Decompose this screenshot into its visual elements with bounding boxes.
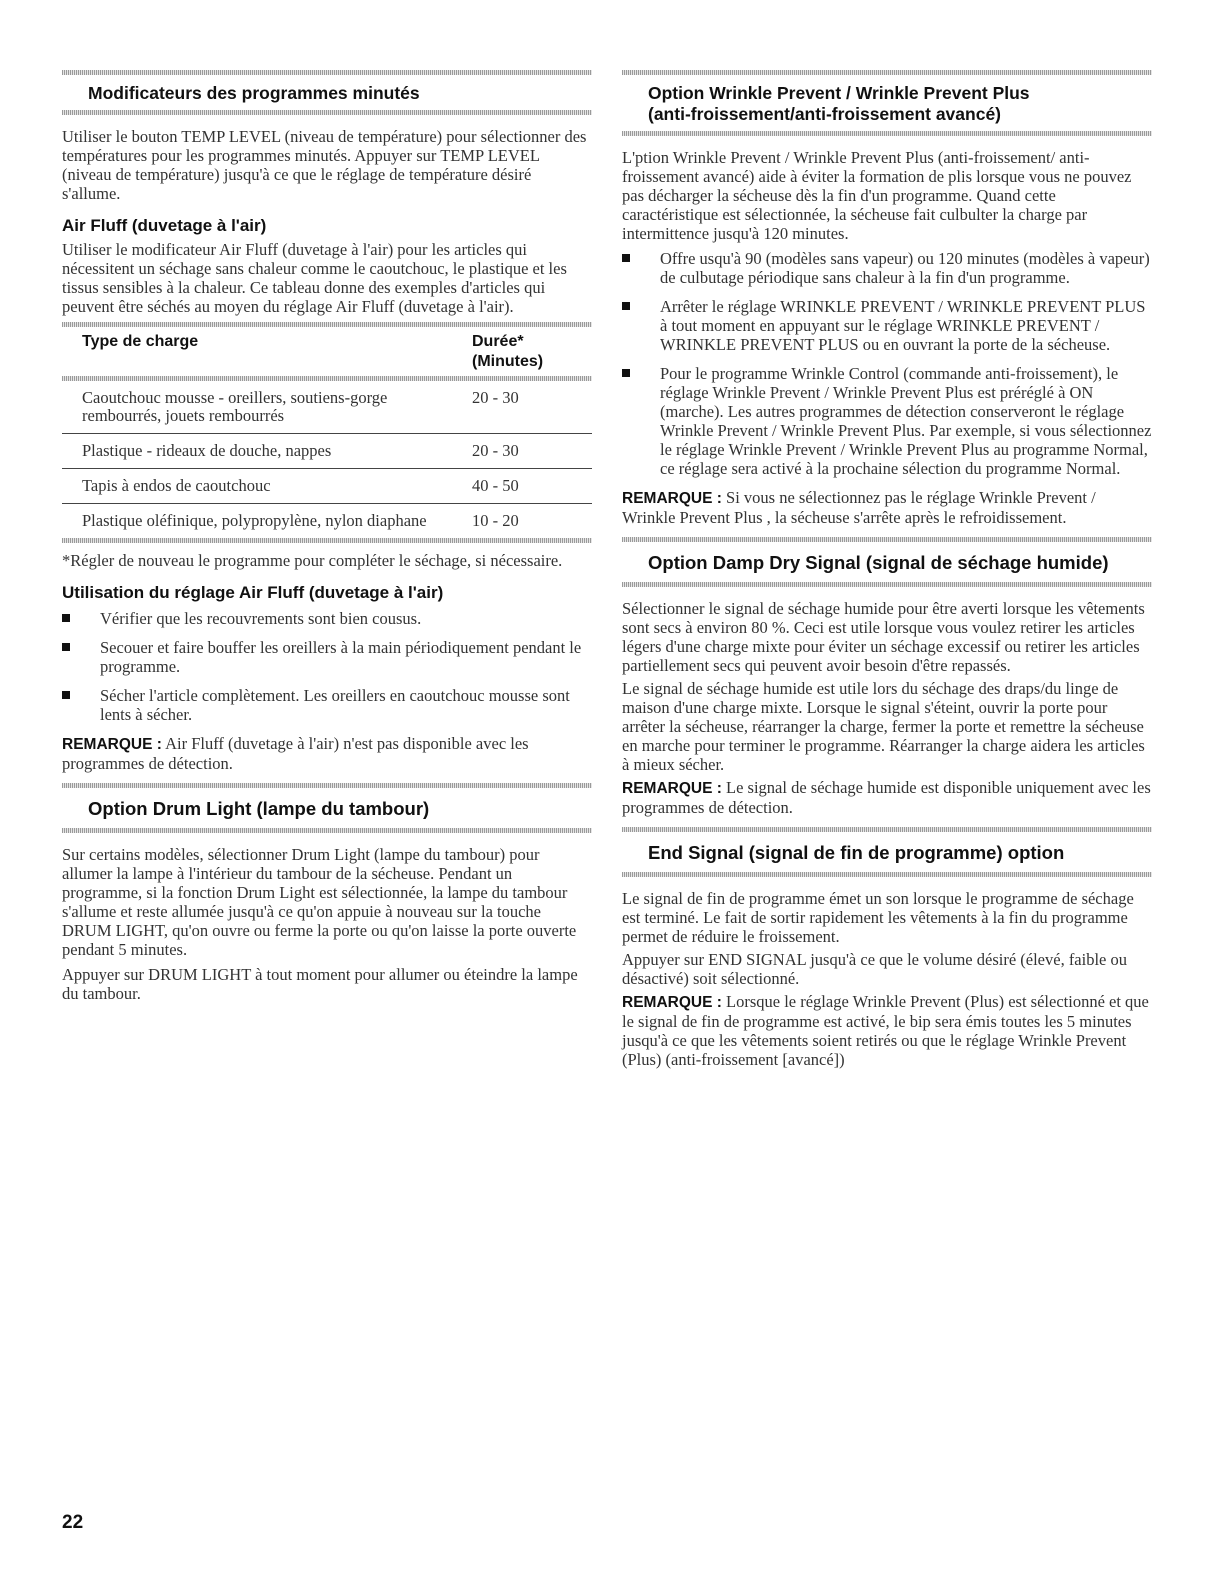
duration-cell: 20 - 30 xyxy=(462,381,592,434)
section-rule xyxy=(62,70,592,75)
duration-cell: 10 - 20 xyxy=(472,511,519,530)
list-item: Sécher l'article complètement. Les oreillers en caoutchouc mousse sont lents à sécher. xyxy=(62,686,592,724)
air-fluff-title: Air Fluff (duvetage à l'air) xyxy=(62,216,267,235)
load-type-cell: Tapis à endos de caoutchouc xyxy=(62,469,462,504)
wrinkle-title-line2: (anti-froissement/anti-froissement avancé) xyxy=(648,104,1002,124)
section-rule xyxy=(62,828,592,833)
table-row xyxy=(62,381,592,434)
section-rule xyxy=(622,70,1152,75)
load-type-cell: Caoutchouc mousse - oreillers, soutiens-gorge rembourrés, jouets rembourrés xyxy=(62,381,462,434)
table-row xyxy=(62,434,592,469)
wrinkle-remark xyxy=(622,488,1152,527)
section-title-end-signal: End Signal (signal de fin de programme) option xyxy=(648,842,1065,863)
table-row xyxy=(62,469,592,504)
section-rule xyxy=(622,131,1152,136)
list-item: Vérifier que les recouvrements sont bien cousus. xyxy=(62,609,592,628)
list-item: Pour le programme Wrinkle Control (commande anti-froissement), le réglage Wrinkle Prevent / Wrinkle Prevent Plus est préréglé à ON (marche). Les autres programmes de détection conserveront le réglage Wrinkle Prevent / Wrinkle Prevent Plus. Par exemple, si vous sélectionnez le réglage Wrinkle Prevent / Wrinkle Prevent Plus au programme Normal, ce réglage sera activé à la prochaine sélection du programme Normal. xyxy=(622,364,1152,478)
section-rule xyxy=(622,827,1152,832)
load-type-cell: Plastique oléfinique, polypropylène, nylon diaphane xyxy=(82,511,427,530)
section-rule xyxy=(62,110,592,115)
wrinkle-paragraph: L'ption Wrinkle Prevent / Wrinkle Prevent Plus (anti-froissement/ anti-froissement avancé) aide à éviter la formation de plis lorsque vous ne pouvez pas décharger la sécheuse dès la fin d'un programme. Quand cette caractéristique est sélectionnée, la sécheuse fait culbulter la charge par intermittence jusqu'à 120 minutes. xyxy=(622,148,1132,243)
duration-cell: 20 - 30 xyxy=(462,434,592,469)
load-type-cell: Plastique - rideaux de douche, nappes xyxy=(62,434,462,469)
section-title-wrinkle-prevent xyxy=(648,83,1152,125)
section-rule xyxy=(622,872,1152,877)
bullet-square-icon xyxy=(622,302,630,310)
damp-dry-remark xyxy=(622,778,1152,817)
end-signal-paragraph-2: Appuyer sur END SIGNAL jusqu'à ce que le volume désiré (élevé, faible ou désactivé) soit sélectionné. xyxy=(622,950,1127,988)
section-title-timed-modifiers: Modificateurs des programmes minutés xyxy=(88,83,420,103)
remark-text: Lorsque le réglage Wrinkle Prevent (Plus) est sélectionné et que le signal de fin de programme est activé, le bip sera émis toutes les 5 minutes jusqu'à ce que les vêtements soient retirés ou que le réglage Wrinkle Prevent (Plus) (anti-froissement [avancé]) xyxy=(622,992,1149,1069)
end-signal-remark xyxy=(622,992,1152,1069)
table-footnote: *Régler de nouveau le programme pour compléter le séchage, si nécessaire. xyxy=(62,551,563,570)
timed-modifiers-paragraph: Utiliser le bouton TEMP LEVEL (niveau de température) pour sélectionner des températures pour les programmes minutés. Appuyer sur TEMP LEVEL (niveau de température) jusqu'à ce que le réglage de température désiré s'allume. xyxy=(62,127,587,203)
air-fluff-remark xyxy=(62,734,592,773)
table-header-row xyxy=(62,327,592,376)
list-item: Offre usqu'à 90 (modèles sans vapeur) ou 120 minutes (modèles à vapeur) de culbutage périodique sans chaleur à la fin d'un programme. xyxy=(622,249,1152,287)
air-fluff-paragraph: Utiliser le modificateur Air Fluff (duvetage à l'air) pour les articles qui nécessitent un séchage sans chaleur comme le caoutchouc, le plastique et les tissus sensibles à la chaleur. Ce tableau donne des exemples d'articles qui peuvent être séchés au moyen du réglage Air Fluff (duvetage à l'air). xyxy=(62,240,567,316)
remark-text: Air Fluff (duvetage à l'air) n'est pas disponible avec les programmes de détection. xyxy=(62,734,529,773)
remark-label: REMARQUE : xyxy=(622,780,722,797)
col-header-duration-unit: (Minutes) xyxy=(472,353,544,370)
bullet-square-icon xyxy=(622,254,630,262)
wrinkle-list xyxy=(622,249,1152,478)
bullet-square-icon xyxy=(62,691,70,699)
page-number: 22 xyxy=(62,1512,84,1533)
damp-dry-paragraph-2: Le signal de séchage humide est utile lors du séchage des draps/du linge de maison d'une charge mixte. Lorsque le signal s'éteint, ouvrir la porte pour arrêter la sécheuse, réarranger la charge, fermer la porte et remettre la sécheuse en marche pour terminer le programme. Réarranger la charge aidera les articles à mieux sécher. xyxy=(622,679,1145,774)
list-item: Secouer et faire bouffer les oreillers à la main périodiquement pendant le programme. xyxy=(62,638,592,676)
left-column xyxy=(62,70,592,1007)
remark-text: Si vous ne sélectionnez pas le réglage Wrinkle Prevent / Wrinkle Prevent Plus , la sécheuse s'arrête après le refroidissement. xyxy=(622,488,1096,527)
col-header-load-type: Type de charge xyxy=(82,333,199,350)
remark-label: REMARQUE : xyxy=(62,736,162,753)
remark-label: REMARQUE : xyxy=(622,994,722,1011)
bullet-square-icon xyxy=(62,614,70,622)
remark-label: REMARQUE : xyxy=(622,490,722,507)
section-rule xyxy=(622,582,1152,587)
col-header-duration-label: Durée* xyxy=(472,333,524,350)
right-column xyxy=(622,70,1152,1073)
air-fluff-usage-title: Utilisation du réglage Air Fluff (duvetage à l'air) xyxy=(62,583,444,602)
bullet-square-icon xyxy=(622,369,630,377)
load-type-table xyxy=(62,327,592,538)
remark-text: Le signal de séchage humide est disponible uniquement avec les programmes de détection. xyxy=(622,778,1151,817)
section-title-drum-light: Option Drum Light (lampe du tambour) xyxy=(88,798,430,819)
drum-light-paragraph-2: Appuyer sur DRUM LIGHT à tout moment pour allumer ou éteindre la lampe du tambour. xyxy=(62,965,578,1003)
section-rule xyxy=(62,783,592,788)
damp-dry-paragraph: Sélectionner le signal de séchage humide pour être averti lorsque les vêtements sont secs à environ 80 %. Ceci est utile lorsque vous voulez retirer les articles légers d'une charge mixte pour éviter un séchage excessif ou retirer les articles partiellement secs qui peuvent avoir besoin d'être repassés. xyxy=(622,599,1145,675)
end-signal-paragraph: Le signal de fin de programme émet un son lorsque le programme de séchage est terminé. Le fait de sortir rapidement les vêtements à la fin du programme permet de réduire le froissement. xyxy=(622,889,1134,946)
table-bottom-rule xyxy=(62,538,592,543)
section-title-damp-dry: Option Damp Dry Signal (signal de séchage humide) xyxy=(648,552,1109,573)
section-rule xyxy=(622,537,1152,542)
bullet-square-icon xyxy=(62,643,70,651)
air-fluff-usage-list xyxy=(62,609,592,724)
list-item: Arrêter le réglage WRINKLE PREVENT / WRINKLE PREVENT PLUS à tout moment en appuyant sur le réglage WRINKLE PREVENT / WRINKLE PREVENT PLUS ou en ouvrant la porte de la sécheuse. xyxy=(622,297,1152,354)
drum-light-paragraph: Sur certains modèles, sélectionner Drum Light (lampe du tambour) pour allumer la lampe à l'intérieur du tambour de la sécheuse. Pendant un programme, si la fonction Drum Light est sélectionnée, la lampe du tambour s'allume et reste allumée jusqu'à ce qu'on appuie à nouveau sur la touche DRUM LIGHT, qu'on ouvre ou ferme la porte ou qu'on laisse la porte ouverte pendant 5 minutes. xyxy=(62,845,577,959)
col-header-duration xyxy=(462,327,592,376)
table-row xyxy=(62,504,592,539)
duration-cell: 40 - 50 xyxy=(462,469,592,504)
wrinkle-title-line1: Option Wrinkle Prevent / Wrinkle Prevent Plus xyxy=(648,83,1030,103)
